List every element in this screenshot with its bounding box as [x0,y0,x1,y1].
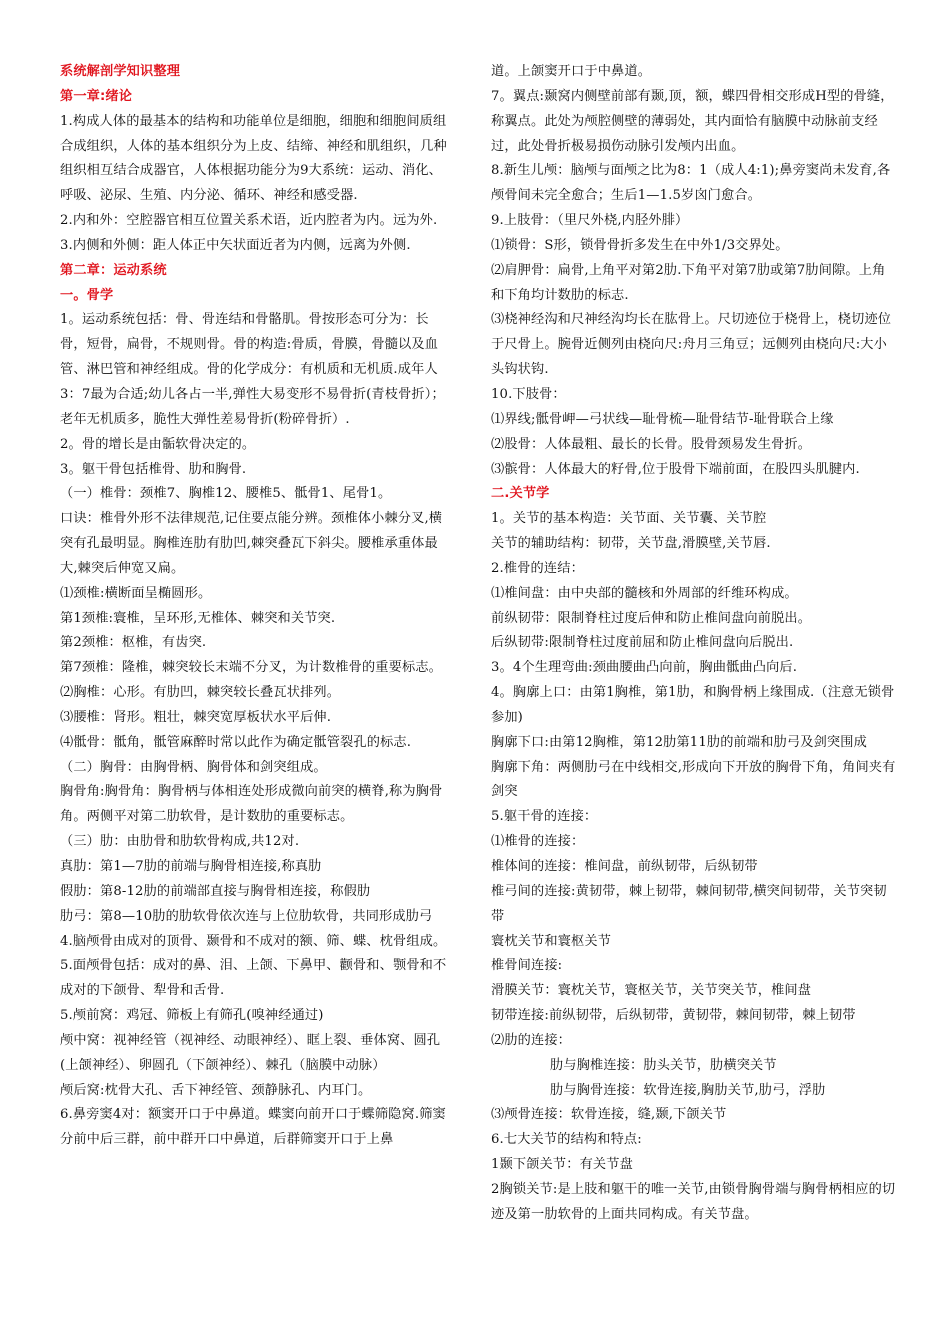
paragraph: 真肋：第1—7肋的前端与胸骨相连接,称真肋 [60,859,322,874]
paragraph: 7。翼点:颞窝内侧壁前部有颞,顶，额，蝶四骨相交形成H型的骨缝，称翼点。此处为颅腔侧壁的薄弱处，其内面恰有脑膜中动脉前支经过，此处骨折极易损伤动脉引发颅内出血。 [491,88,894,154]
paragraph: 2.椎骨的连结： [491,560,584,576]
paragraph: 口诀：椎骨外形不法律规范,记住要点能分辨。颈椎体小棘分叉,横突有孔最明显。胸椎连肋有肋凹,棘突叠瓦下斜尖。腰椎承重体最大,棘突后伸宽又扁。 [60,511,443,576]
paragraph: （三）肋：由肋骨和肋软骨构成,共12对. [60,834,300,850]
paragraph: ⑶桡神经沟和尺神经沟均长在肱骨上。尺切迹位于桡骨上，桡切迹位于尺骨上。腕骨近侧列由桡向尺:舟月三角豆；远侧列由桡向尺:大小头钩状钩. [491,312,892,378]
paragraph: 1。关节的基本构造：关节面、关节囊、关节腔 [491,511,767,527]
paragraph: 6.七大关节的结构和特点: [491,1132,642,1148]
left-column [60,60,452,1153]
paragraph: 10.下肢骨： [491,386,566,402]
paragraph: 3。躯干骨包括椎骨、肋和胸骨. [60,461,247,477]
paragraph: ⑶髌骨：人体最大的籽骨,位于股骨下端前面，在股四头肌腱内. [491,461,860,477]
paragraph: ⑴颈椎:横断面呈椭圆形。 [60,585,212,601]
paragraph: 滑膜关节：寰枕关节，寰枢关节，关节突关节，椎间盘 [491,983,812,999]
paragraph: 椎体间的连接：椎间盘，前纵韧带，后纵韧带 [491,859,758,874]
paragraph: 8.新生儿颅：脑颅与面颅之比为8：1（成人4:1);鼻旁窦尚未发育,各颅骨间未完全愈合；生后1—1.5岁囟门愈合。 [491,163,891,204]
paragraph: 1颞下颌关节：有关节盘 [491,1157,633,1173]
paragraph: 1.构成人体的最基本的结构和功能单位是细胞，细胞和细胞间质组合成组织，人体的基本组织分为上皮、结缔、神经和肌组织，几种组织相互结合成器官，人体根据功能分为9大系统：运动、消化、呼吸、泌尿、生殖、内分泌、循环、神经和感受器. [60,113,447,204]
paragraph: 9.上肢骨：（里尺外桡,内胫外腓） [491,213,689,229]
paragraph: 2。骨的增长是由骺软骨决定的。 [60,436,256,452]
paragraph: ⑷骶骨：骶角，骶管麻醉时常以此作为确定骶管裂孔的标志. [60,734,412,750]
paragraph: 椎弓间的连接:黄韧带，棘上韧带，棘间韧带,横突间韧带，关节突韧带 [491,883,887,924]
paragraph: 道。上颌窦开口于中鼻道。 [491,64,652,79]
section-heading: 一。骨学 [60,287,114,303]
paragraph: 第7颈椎：隆椎，棘突较长末端不分叉，为计数椎骨的重要标志。 [60,660,442,676]
paragraph: 6.鼻旁窦4对：额窦开口于中鼻道。蝶窦向前开口于蝶筛隐窝.筛窦分前中后三群，前中群开口中鼻道，后群筛窦开口于上鼻 [60,1107,446,1148]
paragraph: （一）椎骨：颈椎7、胸椎12、腰椎5、骶骨1、尾骨1。 [60,486,392,502]
paragraph: 5.面颅骨包括：成对的鼻、泪、上颌、下鼻甲、颧骨和、颚骨和不成对的下颌骨、犁骨和舌骨. [60,958,447,999]
paragraph: 胸廓下口:由第12胸椎，第12肋第11肋的前端和肋弓及剑突围成 [491,734,867,750]
paragraph: 肋与胸椎连接：肋头关节，肋横突关节 [550,1057,777,1073]
paragraph: 2胸锁关节:是上肢和躯干的唯一关节,由锁骨胸骨端与胸骨柄相应的切迹及第一肋软骨的上面共同构成。有关节盘。 [491,1181,896,1222]
paragraph: 胸廓下角：两侧肋弓在中线相交,形成向下开放的胸骨下角，角间夹有剑突 [491,759,896,800]
paragraph: （二）胸骨：由胸骨柄、胸骨体和剑突组成。 [60,759,327,775]
paragraph: ⑴椎骨的连接： [491,834,585,850]
paragraph: ⑵股骨：人体最粗、最长的长骨。股骨颈易发生骨折。 [491,436,812,452]
paragraph: 2.内和外：空腔器官相互位置关系术语，近内腔者为内。远为外. [60,213,438,229]
paragraph: ⑴界线;骶骨岬—弓状线—耻骨梳—耻骨结节-耻骨联合上缘 [491,411,834,427]
paragraph: 椎骨间连接: [491,958,563,974]
paragraph: 寰枕关节和寰枢关节 [491,933,612,949]
section-heading: 第二章：运动系统 [60,262,167,278]
paragraph: 假肋：第8-12肋的前端部直接与胸骨相连接，称假肋 [60,883,371,899]
paragraph: 4.脑颅骨由成对的顶骨、颞骨和不成对的额、筛、蝶、枕骨组成。 [60,933,447,949]
paragraph: 颅中窝：视神经管（视神经、动眼神经）、眶上裂、垂体窝、圆孔(上颌神经）、卵圆孔（下颌神经）、棘孔（脑膜中动脉） [60,1032,441,1073]
paragraph: 肋弓：第8—10肋的肋软骨依次连与上位肋软骨，共同形成肋弓 [60,908,433,924]
right-column [491,60,898,1228]
paragraph: ⑶腰椎：肾形。粗壮，棘突宽厚板状水平后伸. [60,709,332,725]
paragraph: ⑵肩胛骨：扁骨,上角平对第2肋.下角平对第7肋或第7肋间隙。上角和下角均计数肋的标志. [491,262,886,303]
paragraph: 3。4个生理弯曲:颈曲腰曲凸向前，胸曲骶曲凸向后. [491,660,798,676]
paragraph: ⑵胸椎：心形。有肋凹，棘突较长叠瓦状排列。 [60,685,341,701]
paragraph: 4。胸廓上口：由第1胸椎，第1肋，和胸骨柄上缘围成.（注意无锁骨参加) [491,685,895,725]
paragraph: 5.颅前窝：鸡冠、筛板上有筛孔(嗅神经通过) [60,1008,324,1024]
paragraph: 关节的辅助结构：韧带，关节盘,滑膜壁,关节唇. [491,536,771,552]
paragraph: 5.躯干骨的连接： [491,809,598,825]
paragraph: 韧带连接:前纵韧带，后纵韧带，黄韧带，棘间韧带，棘上韧带 [491,1008,856,1024]
paragraph: 第2颈椎：枢椎，有齿突. [60,635,207,651]
paragraph: 肋与胸骨连接：软骨连接,胸肋关节,肋弓，浮肋 [550,1082,826,1098]
section-heading: 第一章:绪论 [60,88,133,104]
paragraph: 第1颈椎:寰椎，呈环形,无椎体、棘突和关节突. [60,610,336,626]
paragraph: 胸骨角:胸骨角：胸骨柄与体相连处形成微向前突的横脊,称为胸骨角。两侧平对第二肋软骨，是计数肋的重要标志。 [60,784,443,825]
paragraph: 3.内侧和外侧：距人体正中矢状面近者为内侧，远离为外侧. [60,237,411,253]
paragraph: 前纵韧带：限制脊柱过度后伸和防止椎间盘向前脱出。 [491,610,812,626]
section-heading: 二.关节学 [491,486,550,502]
paragraph: 1。运动系统包括：骨、骨连结和骨骼肌。骨按形态可分为：长骨，短骨，扁骨，不规则骨。骨的构造:骨质，骨膜，骨髓以及血管、淋巴管和神经组成。骨的化学成分：有机质和无机质.成年人3：7最为合适;幼儿各占一半,弹性大易变形不易骨折(青枝骨折）；老年无机质多，脆性大弹性差易骨折(粉碎骨折）. [60,312,445,427]
section-heading: 系统解剖学知识整理 [60,64,181,79]
paragraph: ⑴椎间盘：由中央部的髓核和外周部的纤维环构成。 [491,585,798,601]
paragraph: 后纵韧带:限制脊柱过度前屈和防止椎间盘向后脱出. [491,635,794,651]
paragraph: 颅后窝:枕骨大孔、舌下神经管、颈静脉孔、内耳门。 [60,1082,372,1098]
paragraph: ⑶颅骨连接：软骨连接，缝,颞,下颌关节 [491,1107,727,1123]
paragraph: ⑴锁骨：S形，锁骨骨折多发生在中外1/3交界处。 [491,237,789,253]
paragraph: ⑵肋的连接： [491,1032,572,1048]
